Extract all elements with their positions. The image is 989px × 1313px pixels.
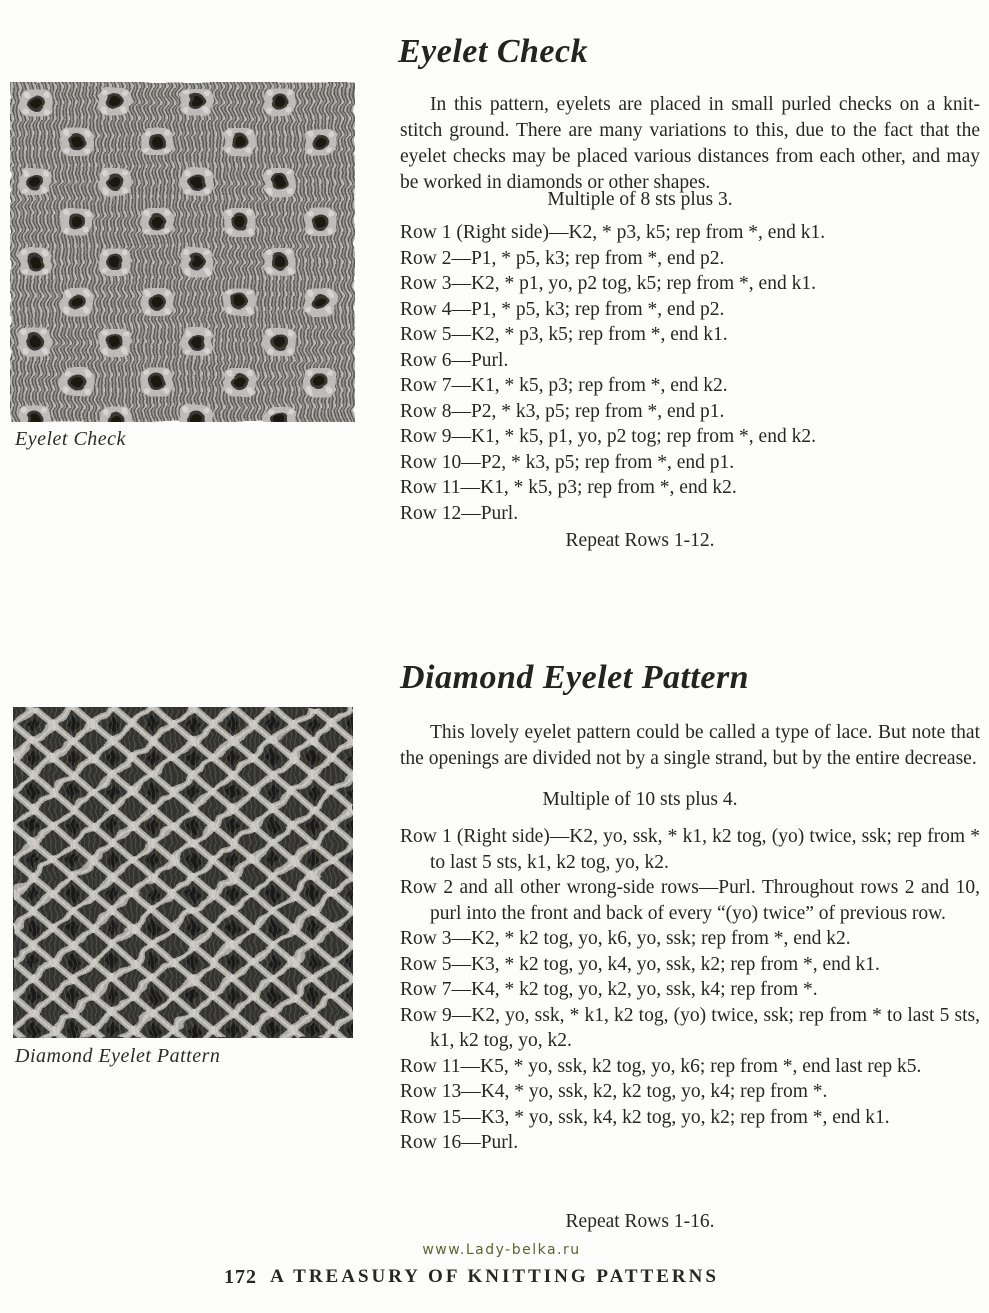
row-instruction: Row 7—K4, * k2 tog, yo, k2, yo, ssk, k4; rep from *.	[400, 979, 818, 1000]
row-instruction: Row 11—K5, * yo, ssk, k2 tog, yo, k6; rep from *, end last rep k5.	[400, 1055, 922, 1077]
section-title-diamond-eyelet: Diamond Eyelet Pattern	[400, 658, 750, 696]
running-footer-book-title: A TREASURY OF KNITTING PATTERNS	[270, 1266, 719, 1287]
row-instruction: Row 4—P1, * p5, k3; rep from *, end p2.	[400, 298, 725, 320]
row-instructions-eyelet-check	[400, 220, 980, 526]
row-instruction: Row 5—K2, * p3, k5; rep from *, end k1.	[400, 324, 728, 345]
watermark-url: www.Lady-belka.ru	[422, 1242, 581, 1258]
eyelet-check-photo	[10, 82, 355, 422]
row-instruction: Row 1 (Right side)—K2, * p3, k5; rep from *, end k1.	[400, 222, 826, 243]
stitch-multiple-diamond-eyelet: Multiple of 10 sts plus 4.	[542, 789, 738, 810]
row-instruction: Row 7—K1, * k5, p3; rep from *, end k2.	[400, 375, 728, 396]
row-instruction: Row 2—P1, * p5, k3; rep from *, end p2.	[400, 247, 725, 269]
row-instruction: Row 8—P2, * k3, p5; rep from *, end p1.	[400, 400, 725, 422]
row-instruction: Row 11—K1, * k5, p3; rep from *, end k2.	[400, 477, 737, 498]
row-instruction: Row 12—Purl.	[400, 502, 519, 524]
row-instruction: Row 16—Purl.	[400, 1132, 519, 1153]
row-instruction: Row 5—K3, * k2 tog, yo, k4, yo, ssk, k2; rep from *, end k1.	[400, 953, 880, 975]
repeat-note-eyelet-check: Repeat Rows 1-12.	[565, 530, 715, 551]
row-instructions-diamond-eyelet	[400, 824, 980, 1156]
intro-paragraph-eyelet-check: In this pattern, eyelets are placed in small purled checks on a knit-stitch ground. There are many variations to this, due to the fact that the eyelet checks may be placed various distances from each other, and may be worked in diamonds or other shapes.	[400, 93, 980, 193]
row-instruction: Row 13—K4, * yo, ssk, k2, k2 tog, yo, k4; rep from *.	[400, 1081, 828, 1102]
row-instruction: Row 9—K1, * k5, p1, yo, p2 tog; rep from *, end k2.	[400, 426, 816, 447]
row-instruction: Row 6—Purl.	[400, 349, 509, 371]
row-instruction: Row 1 (Right side)—K2, yo, ssk, * k1, k2 tog, (yo) twice, ssk; rep from * to last 5 sts, k1, k2 tog, yo, k2.	[400, 826, 980, 873]
intro-paragraph-diamond-eyelet: This lovely eyelet pattern could be called a type of lace. But note that the openings are divided not by a single strand, but by the entire decrease.	[400, 721, 980, 769]
diamond-eyelet-photo	[13, 707, 353, 1038]
row-instruction: Row 2 and all other wrong-side rows—Purl. Throughout rows 2 and 10, purl into the front and back of every “(yo) twice” of previous row.	[400, 877, 980, 924]
repeat-note-diamond-eyelet: Repeat Rows 1-16.	[565, 1211, 715, 1232]
stitch-multiple-eyelet-check: Multiple of 8 sts plus 3.	[547, 189, 733, 210]
row-instruction: Row 9—K2, yo, ssk, * k1, k2 tog, (yo) twice, ssk; rep from * to last 5 sts, k1, k2 tog, yo, k2.	[400, 1004, 980, 1051]
row-instruction: Row 3—K2, * p1, yo, p2 tog, k5; rep from *, end k1.	[400, 273, 816, 294]
row-instruction: Row 15—K3, * yo, ssk, k4, k2 tog, yo, k2; rep from *, end k1.	[400, 1106, 890, 1128]
photo-caption-diamond-eyelet: Diamond Eyelet Pattern	[15, 1045, 221, 1067]
row-instruction: Row 3—K2, * k2 tog, yo, k6, yo, ssk; rep from *, end k2.	[400, 928, 851, 949]
section-title-eyelet-check: Eyelet Check	[398, 32, 589, 70]
photo-caption-eyelet-check: Eyelet Check	[15, 428, 126, 450]
row-instruction: Row 10—P2, * k3, p5; rep from *, end p1.	[400, 451, 735, 473]
page-number: 172	[224, 1266, 257, 1288]
